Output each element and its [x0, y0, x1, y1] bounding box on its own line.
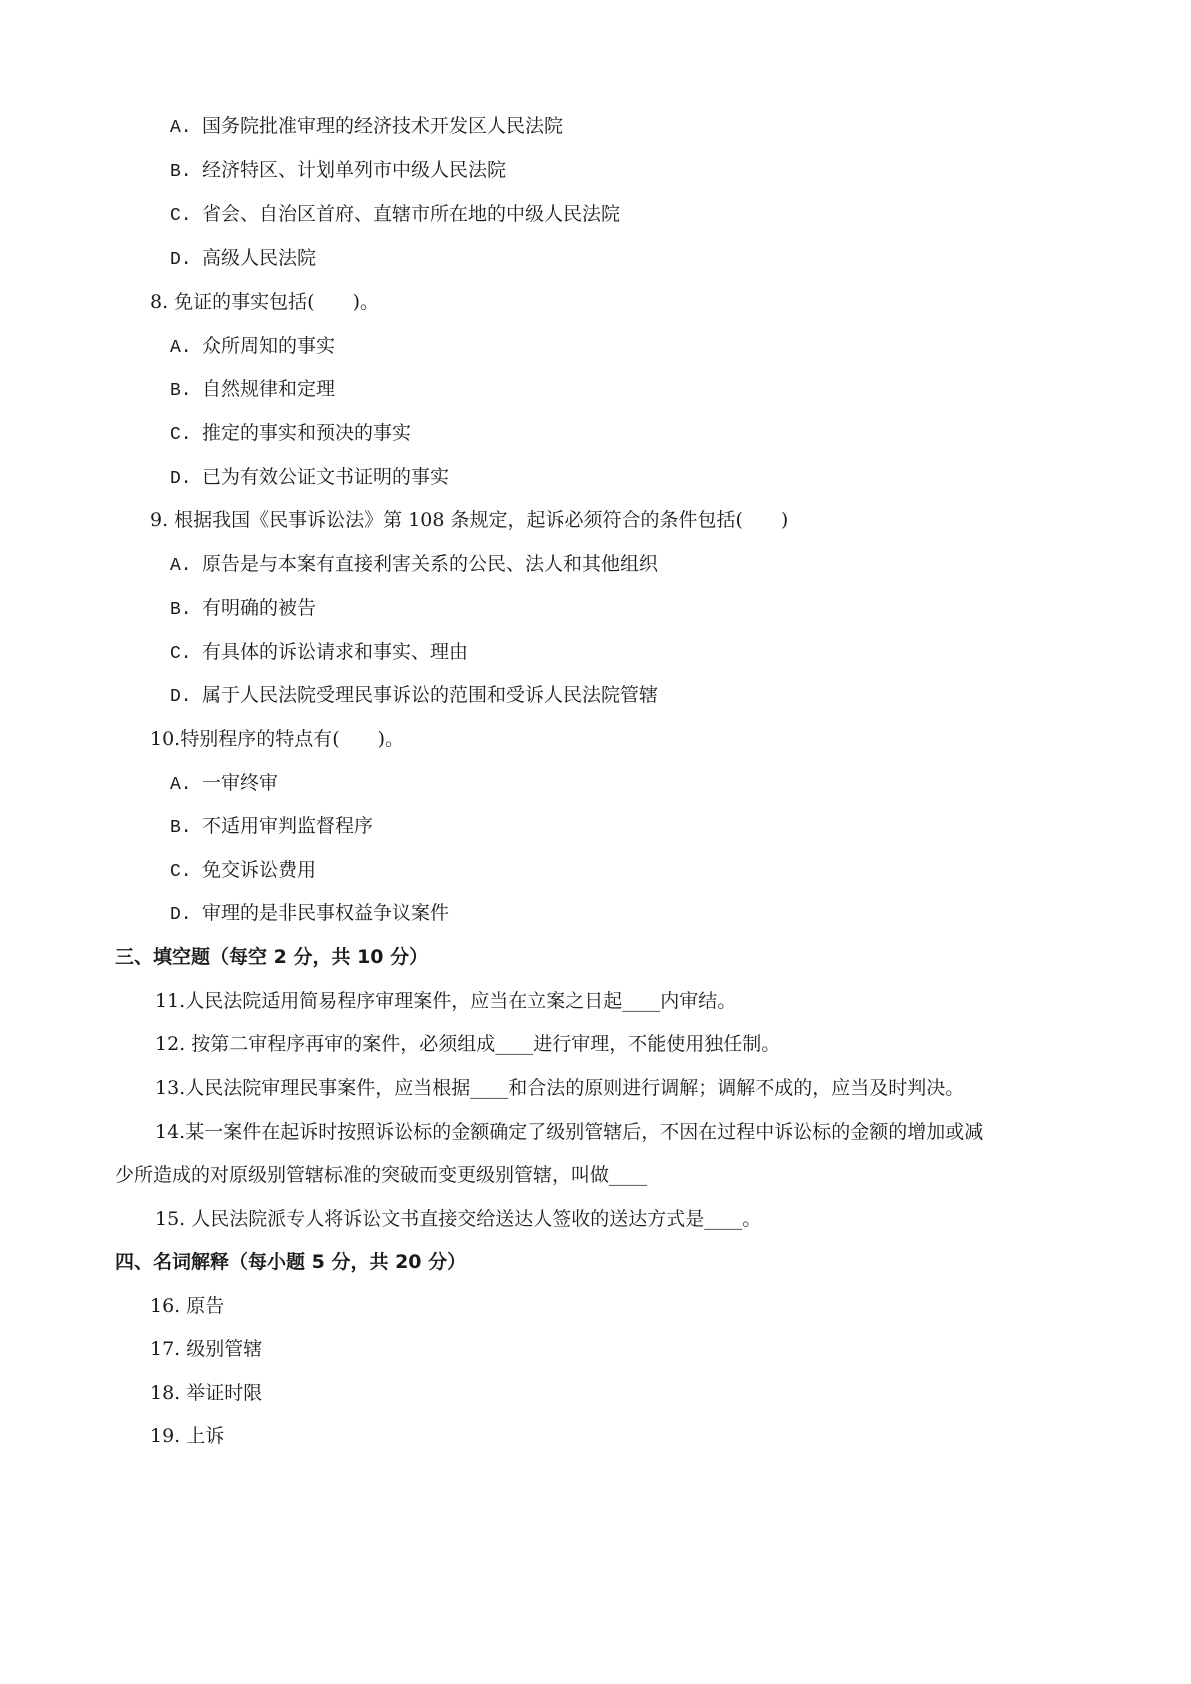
- q17: 17. 级别管辖: [150, 1338, 263, 1360]
- q15: 15. 人民法院派专人将诉讼文书直接交给送达人签收的送达方式是____。: [155, 1208, 762, 1230]
- q11: 11.人民法院适用简易程序审理案件，应当在立案之日起____内审结。: [155, 990, 737, 1012]
- q8-option-d: D. 已为有效公证文书证明的事实: [170, 466, 450, 489]
- q14-line-1: 14.某一案件在起诉时按照诉讼标的金额确定了级别管辖后，不因在过程中诉讼标的金额的增加或减: [155, 1121, 984, 1143]
- q18: 18. 举证时限: [150, 1382, 263, 1404]
- q10-option-c: C. 免交诉讼费用: [170, 859, 317, 882]
- q12: 12. 按第二审程序再审的案件，必须组成____进行审理，不能使用独任制。: [155, 1033, 781, 1055]
- q7-option-a: A. 国务院批准审理的经济技术开发区人民法院: [170, 115, 564, 138]
- section-4-heading: 四、名词解释（每小题 5 分，共 20 分）: [115, 1251, 467, 1273]
- q7-option-d: D. 高级人民法院: [170, 247, 317, 270]
- q14-line-2: 少所造成的对原级别管辖标准的突破而变更级别管辖，叫做____: [115, 1164, 648, 1186]
- q8-option-b: B. 自然规律和定理: [170, 378, 336, 401]
- q10-option-d: D. 审理的是非民事权益争议案件: [170, 902, 450, 925]
- q9-option-d: D. 属于人民法院受理民事诉讼的范围和受诉人民法院管辖: [170, 684, 659, 707]
- q8-option-c: C. 推定的事实和预决的事实: [170, 422, 412, 445]
- q9-option-c: C. 有具体的诉讼请求和事实、理由: [170, 641, 469, 664]
- q10-option-b: B. 不适用审判监督程序: [170, 815, 374, 838]
- section-3-heading: 三、填空题（每空 2 分，共 10 分）: [115, 946, 429, 968]
- q10-option-a: A. 一审终审: [170, 772, 279, 795]
- q9-stem: 9. 根据我国《民事诉讼法》第 108 条规定，起诉必须符合的条件包括( ): [150, 509, 789, 531]
- q7-option-b: B. 经济特区、计划单列市中级人民法院: [170, 159, 507, 182]
- q13: 13.人民法院审理民事案件，应当根据____和合法的原则进行调解；调解不成的，应当及时判决。: [155, 1077, 965, 1099]
- q9-option-b: B. 有明确的被告: [170, 597, 317, 620]
- q8-option-a: A. 众所周知的事实: [170, 335, 336, 358]
- q8-stem: 8. 免证的事实包括( )。: [150, 291, 379, 313]
- q9-option-a: A. 原告是与本案有直接利害关系的公民、法人和其他组织: [170, 553, 659, 576]
- q7-option-c: C. 省会、自治区首府、直辖市所在地的中级人民法院: [170, 203, 621, 226]
- q19: 19. 上诉: [150, 1425, 225, 1447]
- q16: 16. 原告: [150, 1295, 225, 1317]
- q10-stem: 10.特别程序的特点有( )。: [150, 728, 405, 750]
